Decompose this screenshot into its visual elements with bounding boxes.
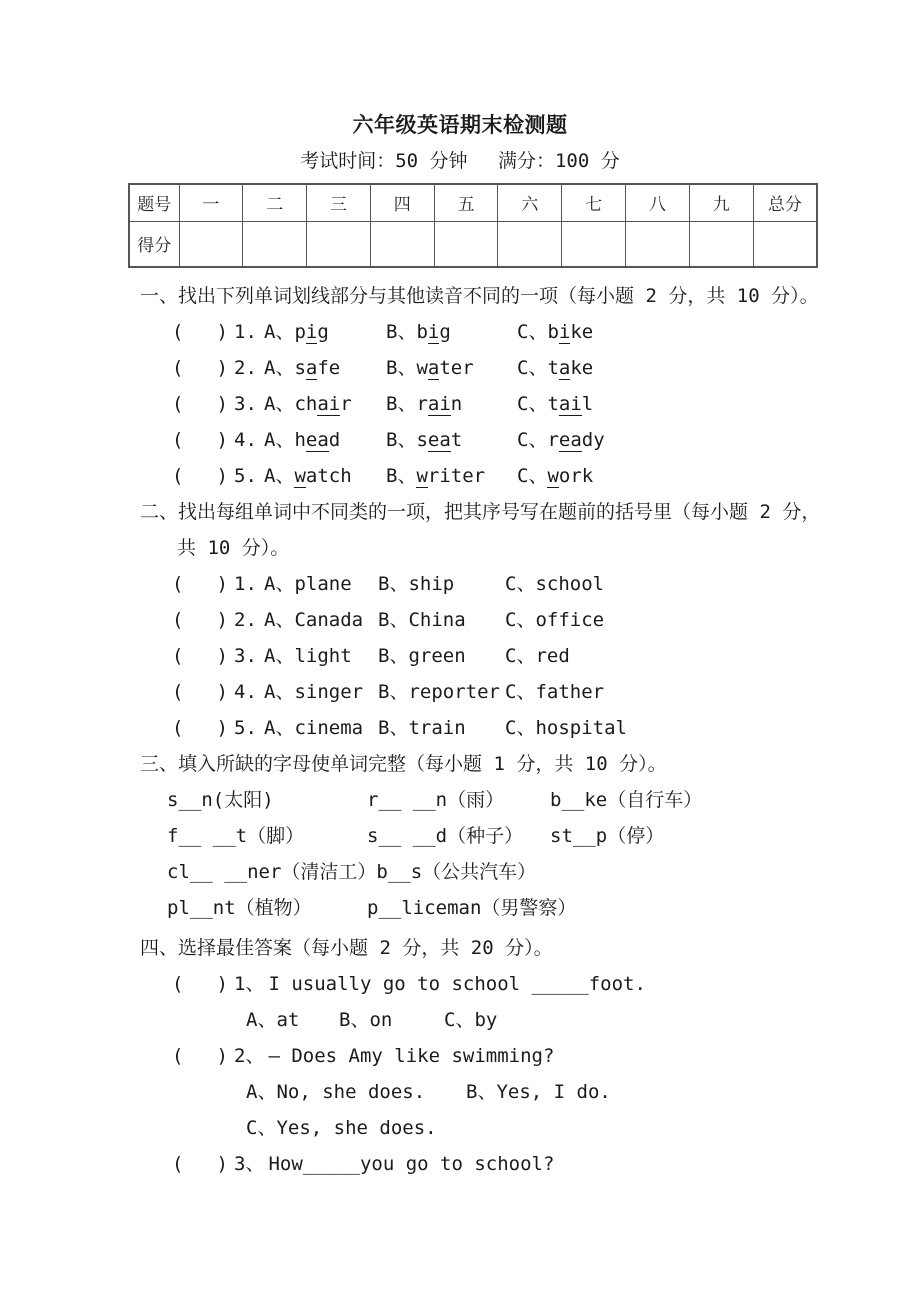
question-row	[172, 602, 920, 638]
fill-blank-word: p__liceman（男警察）	[367, 897, 577, 919]
score-table-header-cell: 一	[179, 184, 243, 221]
fill-blank-word: f__ __t（脚）	[167, 825, 305, 847]
question-row	[172, 710, 920, 746]
bracket-close: )	[216, 429, 228, 451]
option-c-tag: C、	[517, 465, 548, 487]
word-prefix: s	[416, 429, 428, 451]
q1-options-row	[246, 1002, 920, 1038]
answer-bracket	[172, 1038, 228, 1074]
answer-bracket	[172, 386, 228, 422]
option-b	[386, 422, 517, 458]
word-prefix: w	[416, 357, 428, 379]
fill-blank-row	[167, 890, 920, 926]
bracket-open: (	[172, 609, 184, 631]
section-2-heading-line1: 找出每组单词中不同类的一项，把其序号写在题前的括号里（每小题 2 分，	[178, 501, 821, 523]
question-number: 3、	[234, 1153, 265, 1175]
bracket-close: )	[216, 357, 228, 379]
section-2-number: 二、	[140, 501, 179, 523]
bracket-open: (	[172, 357, 184, 379]
section-1-heading-text: 找出下列单词划线部分与其他读音不同的一项（每小题 2 分，共 10 分）。	[178, 285, 819, 307]
bracket-open: (	[172, 321, 184, 343]
option-b-tag: B、	[386, 393, 417, 415]
section-2-classification	[0, 494, 920, 746]
score-entry-cell	[243, 221, 307, 267]
option-c	[517, 422, 605, 458]
question-number: 2.	[234, 609, 257, 631]
section-2-heading	[140, 494, 920, 530]
question-text: I usually go to school _____foot.	[268, 973, 646, 995]
question-number: 3.	[234, 645, 257, 667]
underlined-letters: a	[305, 357, 318, 379]
option-b: B、train	[378, 717, 466, 739]
section-1-question-list	[0, 314, 920, 494]
section-1-phonics	[0, 278, 920, 494]
option-a	[264, 458, 386, 494]
fill-blank-row	[167, 818, 920, 854]
section-4-heading-text: 选择最佳答案（每小题 2 分，共 20 分）。	[178, 937, 553, 959]
word-suffix: l	[581, 393, 594, 415]
option-a-tag: A、	[264, 465, 295, 487]
option-a: A、singer	[264, 681, 364, 703]
underlined-letters: i	[427, 321, 440, 343]
score-label-cell: 得分	[129, 221, 179, 267]
option-c: C、school	[505, 573, 605, 595]
word-suffix: g	[439, 321, 451, 343]
option-b-tag: B、	[386, 357, 417, 379]
option-a: A、Canada	[264, 609, 364, 631]
answer-bracket	[172, 458, 228, 494]
option-c: C、hospital	[505, 717, 627, 739]
score-table-header-cell: 九	[689, 184, 753, 221]
score-table-header-cell: 四	[370, 184, 434, 221]
bracket-open: (	[172, 645, 184, 667]
section-3-heading	[140, 746, 920, 782]
answer-bracket	[172, 966, 228, 1002]
bracket-close: )	[216, 645, 228, 667]
section-1-number: 一、	[140, 285, 179, 307]
option-a-tag: A、	[264, 321, 295, 343]
word-suffix: riter	[427, 465, 486, 487]
exam-meta: 考试时间：50 分钟 满分：100 分	[300, 150, 620, 172]
bracket-close: )	[216, 393, 228, 415]
question-row-q2	[172, 1038, 920, 1074]
bracket-close: )	[216, 465, 228, 487]
section-4-number: 四、	[140, 937, 179, 959]
answer-bracket	[172, 350, 228, 386]
bracket-open: (	[172, 681, 184, 703]
fill-blank-word: pl__nt（植物）	[167, 897, 312, 919]
bracket-close: )	[216, 573, 228, 595]
underlined-letters: w	[294, 465, 306, 487]
score-table-header-cell: 三	[307, 184, 371, 221]
word-suffix: ork	[558, 465, 594, 487]
option-b-tag: B、	[386, 465, 417, 487]
option-a-tag: A、	[264, 357, 295, 379]
score-entry-cell	[562, 221, 626, 267]
option-a	[264, 422, 386, 458]
word-prefix: b	[416, 321, 428, 343]
option-a-tag: A、	[264, 393, 295, 415]
section-3-word-list	[0, 782, 920, 926]
bracket-close: )	[216, 717, 228, 739]
section-4-heading	[140, 930, 920, 966]
question-number: 4.	[234, 429, 257, 451]
page-title: 六年级英语期末检测题	[352, 113, 568, 137]
option-b: B、ship	[378, 573, 455, 595]
fill-blank-row	[167, 782, 920, 818]
question-number: 1.	[234, 321, 257, 343]
section-3-spelling	[0, 746, 920, 926]
bracket-open: (	[172, 1153, 184, 1175]
fill-blank-word: b__s（公共汽车）	[376, 861, 537, 883]
question-number: 1.	[234, 573, 257, 595]
option-a: A、at	[246, 1009, 300, 1031]
score-entry-cell	[370, 221, 434, 267]
underlined-letters: a	[427, 357, 440, 379]
bracket-open: (	[172, 717, 184, 739]
bracket-open: (	[172, 1045, 184, 1067]
word-suffix: atch	[305, 465, 352, 487]
bracket-open: (	[172, 973, 184, 995]
option-a	[264, 386, 386, 422]
answer-bracket	[172, 1146, 228, 1182]
word-suffix: r	[340, 393, 352, 415]
bracket-close: )	[216, 609, 228, 631]
score-table-header-cell: 二	[243, 184, 307, 221]
score-entry-cell	[498, 221, 562, 267]
question-text: — Does Amy like swimming?	[268, 1045, 555, 1067]
option-c	[517, 386, 593, 422]
option-c: C、by	[444, 1009, 498, 1031]
q2-options-row-ab	[246, 1074, 920, 1110]
option-b-tag: B、	[386, 321, 417, 343]
question-row	[172, 422, 920, 458]
word-suffix: n	[450, 393, 463, 415]
option-b	[386, 350, 517, 386]
answer-bracket	[172, 422, 228, 458]
option-c-tag: C、	[517, 429, 548, 451]
word-suffix: d	[328, 429, 341, 451]
word-suffix: t	[450, 429, 463, 451]
score-table-header-row	[129, 184, 817, 221]
word-prefix: t	[547, 357, 559, 379]
section-3-number: 三、	[140, 753, 179, 775]
question-number: 2、	[234, 1045, 265, 1067]
word-prefix: s	[294, 357, 306, 379]
option-b: B、green	[378, 645, 466, 667]
underlined-letters: i	[305, 321, 318, 343]
answer-bracket	[172, 602, 228, 638]
question-row-q1	[172, 966, 920, 1002]
question-row	[172, 314, 920, 350]
option-a: A、light	[264, 645, 352, 667]
underlined-letters: ai	[427, 393, 451, 415]
option-a: A、cinema	[264, 717, 364, 739]
question-number: 3.	[234, 393, 257, 415]
option-b: B、on	[339, 1009, 393, 1031]
option-b	[386, 458, 517, 494]
option-a	[264, 314, 386, 350]
underlined-letters: ea	[427, 429, 451, 451]
underlined-letters: i	[558, 321, 571, 343]
word-prefix: r	[416, 393, 428, 415]
option-b-tag: B、	[386, 429, 417, 451]
bracket-close: )	[216, 681, 228, 703]
underlined-letters: w	[416, 465, 428, 487]
question-text: How_____you go to school?	[268, 1153, 555, 1175]
word-suffix: ter	[439, 357, 474, 379]
q2-options-row-c	[246, 1110, 920, 1146]
question-number: 2.	[234, 357, 257, 379]
word-suffix: g	[317, 321, 329, 343]
bracket-open: (	[172, 573, 184, 595]
option-c	[517, 350, 593, 386]
option-a	[264, 350, 386, 386]
option-b: B、China	[378, 609, 466, 631]
word-prefix: t	[547, 393, 559, 415]
option-c-tag: C、	[517, 357, 548, 379]
option-c	[517, 314, 593, 350]
section-4-multiple-choice	[0, 930, 920, 1182]
question-row	[172, 458, 920, 494]
bracket-close: )	[216, 973, 228, 995]
bracket-close: )	[216, 1045, 228, 1067]
score-entry-cell	[434, 221, 498, 267]
option-b	[386, 386, 517, 422]
word-prefix: h	[294, 429, 306, 451]
fill-blank-word: r__ __n（雨）	[367, 789, 505, 811]
underlined-letters: ea	[305, 429, 329, 451]
word-suffix: fe	[317, 357, 341, 379]
bracket-open: (	[172, 393, 184, 415]
score-table-score-row	[129, 221, 817, 267]
answer-bracket	[172, 674, 228, 710]
fill-blank-word: cl__ __ner（清洁工）	[167, 861, 377, 883]
score-table-header-cell: 五	[434, 184, 498, 221]
word-suffix: ke	[570, 357, 594, 379]
option-c: C、father	[505, 681, 605, 703]
option-b: B、Yes, I do.	[466, 1081, 611, 1103]
option-c: C、red	[505, 645, 570, 667]
score-entry-cell	[753, 221, 817, 267]
option-c-tag: C、	[517, 321, 548, 343]
bracket-open: (	[172, 465, 184, 487]
fill-blank-word: s__n(太阳)	[167, 789, 274, 811]
underlined-letters: ea	[558, 429, 582, 451]
option-c: C、Yes, she does.	[246, 1117, 437, 1139]
section-1-heading	[140, 278, 920, 314]
word-prefix: p	[294, 321, 306, 343]
score-table	[128, 183, 818, 268]
answer-bracket	[172, 710, 228, 746]
option-a: A、plane	[264, 573, 352, 595]
option-c: C、office	[505, 609, 605, 631]
question-number: 5.	[234, 717, 257, 739]
answer-bracket	[172, 314, 228, 350]
score-entry-cell	[689, 221, 753, 267]
option-c-tag: C、	[517, 393, 548, 415]
option-b	[386, 314, 517, 350]
question-row	[172, 674, 920, 710]
underlined-letters: a	[558, 357, 571, 379]
option-a-tag: A、	[264, 429, 295, 451]
word-prefix: ch	[294, 393, 318, 415]
underlined-letters: ai	[558, 393, 582, 415]
section-2-heading-line2: 共 10 分）。	[177, 537, 290, 559]
answer-bracket	[172, 566, 228, 602]
fill-blank-word: s__ __d（种子）	[367, 825, 524, 847]
fill-blank-word	[559, 854, 920, 890]
score-table-header-cell: 六	[498, 184, 562, 221]
fill-blank-row	[167, 854, 920, 890]
option-c	[517, 458, 593, 494]
fill-blank-word	[576, 890, 920, 926]
score-entry-cell	[626, 221, 690, 267]
section-3-heading-text: 填入所缺的字母使单词完整（每小题 1 分，共 10 分）。	[178, 753, 667, 775]
underlined-letters: ai	[317, 393, 341, 415]
score-entry-cell	[307, 221, 371, 267]
score-entry-cell	[179, 221, 243, 267]
word-prefix: b	[547, 321, 559, 343]
question-row	[172, 638, 920, 674]
underlined-letters: w	[547, 465, 559, 487]
question-row	[172, 350, 920, 386]
bracket-close: )	[216, 321, 228, 343]
question-number: 5.	[234, 465, 257, 487]
fill-blank-word: b__ke（自行车）	[550, 789, 703, 811]
question-row	[172, 566, 920, 602]
word-prefix: r	[547, 429, 559, 451]
question-row	[172, 386, 920, 422]
bracket-open: (	[172, 429, 184, 451]
word-suffix: ke	[570, 321, 594, 343]
fill-blank-word: st__p（停）	[550, 825, 665, 847]
question-number: 4.	[234, 681, 257, 703]
score-table-header-cell: 题号	[129, 184, 179, 221]
score-table-header-cell: 八	[626, 184, 690, 221]
bracket-close: )	[216, 1153, 228, 1175]
question-row-q3	[172, 1146, 920, 1182]
option-b: B、reporter	[378, 681, 500, 703]
score-table-header-cell: 七	[562, 184, 626, 221]
section-2-question-list	[0, 566, 920, 746]
question-number: 1、	[234, 973, 265, 995]
answer-bracket	[172, 638, 228, 674]
score-table-header-cell: 总分	[753, 184, 817, 221]
word-suffix: dy	[581, 429, 605, 451]
option-a: A、No, she does.	[246, 1081, 426, 1103]
